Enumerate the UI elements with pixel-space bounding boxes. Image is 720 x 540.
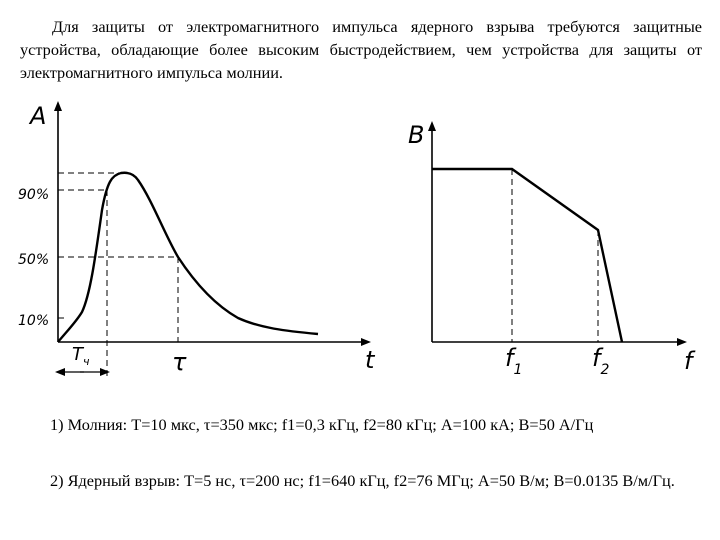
rise-time-label: $T_ч$ <box>72 344 90 368</box>
tick-50-percent: 50% <box>18 252 50 268</box>
f2-label: $f_2$ <box>592 344 610 378</box>
tau-label: τ <box>172 348 187 376</box>
f1-label: $f_1$ <box>505 344 523 378</box>
tick-90-percent: 90% <box>18 187 50 203</box>
lightning-values: T=10 мкс, τ=350 мкс; f1=0,3 кГц, f2=80 кГц; A=100 кА; B=50 А/Гц <box>131 415 594 434</box>
spectrum-x-axis-label: f <box>684 347 693 375</box>
spectrum-curve <box>432 169 622 342</box>
spectrum-plot <box>408 121 696 378</box>
lightning-lead: 1) Молния: <box>50 415 132 434</box>
intro-paragraph: Для защиты от электромагнитного импульса ядерного взрыва требуются защитные устройства, обладающие более высоким быстродействием, чем устройства для защиты от электромагнитного импульса молнии. <box>20 17 702 82</box>
time-x-axis-label: t <box>365 346 375 374</box>
nuclear-params <box>20 469 705 492</box>
pulse-curve <box>58 173 318 342</box>
spectrum-y-axis-label: B <box>408 121 425 149</box>
lightning-params <box>20 413 705 436</box>
time-plot <box>18 102 376 376</box>
nuclear-values: T=5 нс, τ=200 нс; f1=640 кГц, f2=76 МГц; A=50 В/м; B=0.0135 В/м/Гц. <box>184 471 675 490</box>
tick-10-percent: 10% <box>18 313 50 329</box>
nuclear-lead: 2) Ядерный взрыв: <box>50 471 185 490</box>
time-y-axis-label: A <box>30 102 47 130</box>
